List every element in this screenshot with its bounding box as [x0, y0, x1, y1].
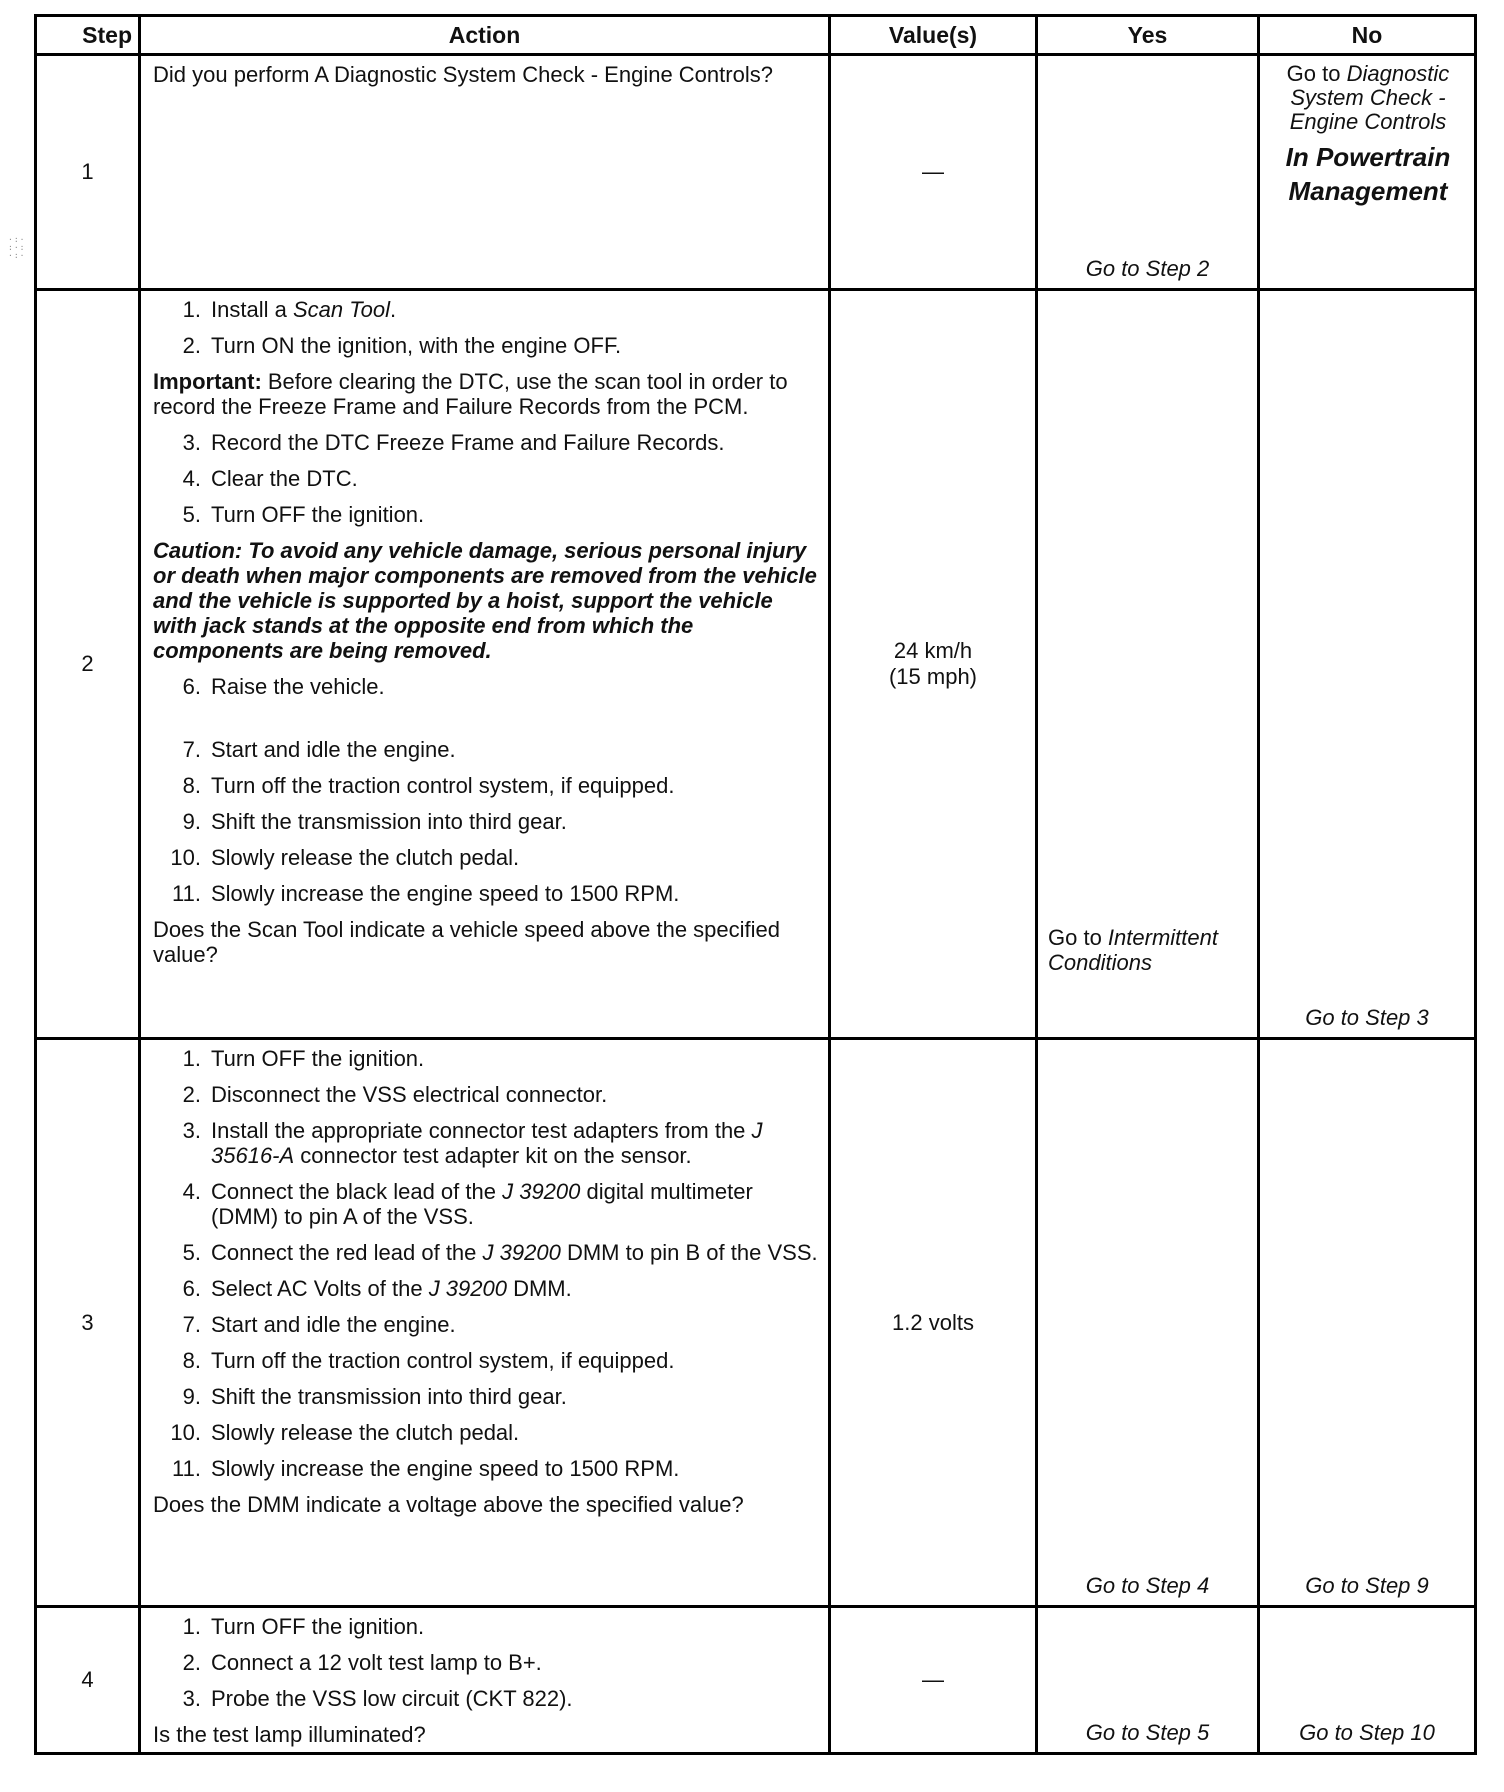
no-cell — [1259, 290, 1476, 1039]
table-row — [36, 1039, 1476, 1607]
no-goto-prefix: Go to — [1286, 61, 1347, 86]
action-item: 5. Turn OFF the ignition. — [182, 502, 425, 527]
action-cell — [140, 55, 830, 290]
no-cell — [1259, 1039, 1476, 1607]
action-item: 1. Install a Scan Tool. — [182, 297, 397, 322]
action-item: 2. Disconnect the VSS electrical connector. — [182, 1082, 608, 1107]
action-item: 2. Connect a 12 volt test lamp to B+. — [182, 1650, 542, 1675]
step-number: 2 — [36, 290, 140, 1039]
action-item: 10. Slowly release the clutch pedal. — [170, 845, 520, 870]
yes-cell — [1037, 1607, 1259, 1754]
action-question: Is the test lamp illuminated? — [153, 1722, 426, 1747]
no-goto-manual: In Powertrain Management — [1285, 142, 1451, 206]
action-item: 3. Probe the VSS low circuit (CKT 822). — [182, 1686, 573, 1711]
no-goto-link[interactable]: Go to Step 9 — [1305, 1573, 1429, 1598]
action-question: Does the Scan Tool indicate a vehicle speed above the specified value? — [153, 917, 781, 967]
action-item: 8. Turn off the traction control system, if equipped. — [182, 773, 675, 798]
value-cell — [830, 290, 1037, 1039]
yes-cell — [1037, 1039, 1259, 1607]
action-item: 4. Clear the DTC. — [182, 466, 358, 491]
scan-artifact: ·:· :·: ·:· — [8, 235, 26, 260]
table-row — [36, 290, 1476, 1039]
action-item: 1. Turn OFF the ignition. — [182, 1046, 425, 1071]
action-cell — [140, 1607, 830, 1754]
action-item: 9. Shift the transmission into third gear. — [182, 1384, 567, 1409]
value-text-alt: (15 mph) — [888, 664, 978, 689]
value-text: 24 km/h — [893, 638, 973, 663]
action-list — [153, 430, 818, 527]
action-item: 7. Start and idle the engine. — [182, 737, 456, 762]
yes-cell — [1037, 55, 1259, 290]
step-number: 1 — [36, 55, 140, 290]
action-item: 11. Slowly increase the engine speed to 1500 RPM. — [172, 1456, 680, 1481]
action-question: Did you perform A Diagnostic System Check - Engine Controls? — [153, 62, 773, 87]
no-goto-link[interactable]: Diagnostic System Check - Engine Controls — [1289, 61, 1450, 134]
header-row — [36, 16, 1476, 55]
yes-cell — [1037, 290, 1259, 1039]
action-item: 6. Raise the vehicle. — [182, 674, 385, 699]
value-cell — [830, 1039, 1037, 1607]
action-item: 7. Start and idle the engine. — [182, 1312, 456, 1337]
action-item: 3. Record the DTC Freeze Frame and Failure Records. — [182, 430, 725, 455]
no-cell — [1259, 1607, 1476, 1754]
no-goto-link[interactable]: Go to Step 3 — [1305, 1005, 1429, 1030]
header-yes: Yes — [1037, 16, 1259, 55]
action-list — [153, 297, 818, 358]
value-text: — — [922, 1667, 944, 1692]
action-item: 6. Select AC Volts of the J 39200 DMM. — [182, 1276, 572, 1301]
yes-goto-link[interactable]: Go to Step 5 — [1085, 1720, 1210, 1745]
action-list — [153, 674, 818, 906]
value-cell — [830, 55, 1037, 290]
yes-goto-link[interactable]: Go to Step 2 — [1085, 256, 1210, 281]
header-values: Value(s) — [830, 16, 1037, 55]
table-row — [36, 55, 1476, 290]
action-item: 5. Connect the red lead of the J 39200 DMM to pin B of the VSS. — [182, 1240, 818, 1265]
action-list — [153, 1614, 818, 1711]
value-text: — — [922, 159, 944, 184]
step-number: 4 — [36, 1607, 140, 1754]
value-cell — [830, 1607, 1037, 1754]
action-list — [153, 1046, 818, 1481]
action-cell — [140, 1039, 830, 1607]
action-item: 8. Turn off the traction control system, if equipped. — [182, 1348, 675, 1373]
value-text: 1.2 volts — [892, 1309, 974, 1335]
no-cell — [1259, 55, 1476, 290]
action-item: 11. Slowly increase the engine speed to 1500 RPM. — [172, 881, 680, 906]
action-item: 9. Shift the transmission into third gear. — [182, 809, 567, 834]
action-item: 1. Turn OFF the ignition. — [182, 1614, 425, 1639]
action-item: 4. Connect the black lead of the J 39200 digital multimeter (DMM) to pin A of the VSS. — [182, 1179, 753, 1229]
yes-goto-link[interactable]: Intermittent Conditions — [1048, 925, 1218, 975]
yes-goto-link[interactable]: Go to Step 4 — [1085, 1573, 1210, 1598]
no-goto-link[interactable]: Go to Step 10 — [1299, 1720, 1435, 1745]
header-no: No — [1259, 16, 1476, 55]
action-item: 3. Install the appropriate connector test adapters from the J 35616-A connector test adapter kit on the sensor. — [182, 1118, 763, 1168]
caution-note: Caution: To avoid any vehicle damage, serious personal injury or death when major components are removed from the vehicle and the vehicle is supported by a hoist, support the vehicle with jack stands at the opposite end from which the components are being removed. — [153, 538, 817, 663]
action-item: 2. Turn ON the ignition, with the engine OFF. — [182, 333, 622, 358]
action-cell — [140, 290, 830, 1039]
header-step: Step — [36, 16, 140, 55]
table-row — [36, 1607, 1476, 1754]
header-action: Action — [140, 16, 830, 55]
yes-goto-prefix: Go to — [1048, 925, 1108, 950]
action-question: Does the DMM indicate a voltage above the specified value? — [153, 1492, 744, 1517]
action-item: 10. Slowly release the clutch pedal. — [170, 1420, 520, 1445]
step-number: 3 — [36, 1039, 140, 1607]
diagnostic-table — [34, 14, 1477, 1755]
important-note: Important: Before clearing the DTC, use the scan tool in order to record the Freeze Frame and Failure Records from the PCM. — [153, 369, 788, 419]
